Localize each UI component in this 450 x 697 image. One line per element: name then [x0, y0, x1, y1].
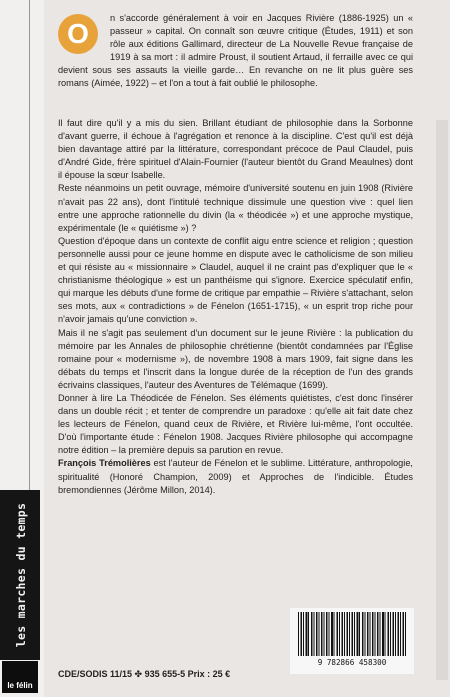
publisher-logo: le félin	[2, 661, 38, 693]
spine-strip	[0, 0, 44, 697]
drop-cap-letter: O	[58, 14, 98, 54]
paragraph-1-text: n s'accorde généralement à voir en Jacques Rivière (1886-1925) un « passeur » capital. On connaît son œuvre critique (Études, 1911) et son rôle aux éditions Gallimard, directeur de La Nouvelle Revue française de 1919 à sa mort : il admire Proust, il soutient Artaud, il ferraille avec ce qui devient sous ses assauts la vieille garde… En revanche on ne lit plus guère ses romans (Aimée, 1922) – et l'on a tout à fait oublié le philosophe.	[58, 13, 413, 89]
blurb	[58, 12, 413, 497]
author-bio	[58, 457, 413, 496]
spine-divider	[29, 0, 30, 490]
paragraph-intro	[58, 12, 413, 117]
paragraph-5: Mais il ne s'agit pas seulement d'un document sur le jeune Rivière : la publication du mémoire par les Annales de philosophie chrétienne (bientôt condamnées par l'Église romaine pour « modernisme »), de novembre 1908 à mars 1909, fait signe dans les débats du temps et l'inscrit dans la longue durée de la réception de l'un des grands écrivains classiques, l'auteur des Aventures de Télémaque (1699).	[58, 327, 413, 390]
series-title: les marches du temps	[14, 502, 28, 648]
barcode-number: 9 782866 458300	[317, 658, 387, 667]
edge-strip	[436, 120, 448, 680]
isbn-barcode	[290, 608, 414, 674]
paragraph-6: Donner à lire La Théodicée de Fénelon. Ses éléments quiétistes, c'est donc l'insérer dans un double récit ; et tenter de comprendre un paradoxe : qu'elle ait fait date chez les lecteurs de Fénelon, quand ceux de Rivière, et Rivière lui-même, l'ont occultée. D'où l'importante étude : Fénelon 1908. Jacques Rivière philosophe qui accompagne notre édition – la première depuis sa parution en revue.	[58, 392, 413, 456]
paragraph-3: Reste néanmoins un petit ouvrage, mémoire d'université soutenu en juin 1908 (Rivière n'avait pas 22 ans), dont l'intitulé technique dissimule une question vive : quel lien entre une approche rationnelle du divin (la « théodicée ») et une approche mystique, expérimentale (le « quiétisme ») ?	[58, 183, 413, 233]
barcode-bars	[298, 612, 406, 656]
paragraph-2: Il faut dire qu'il y a mis du sien. Brillant étudiant de philosophie dans la Sorbonne d'avant guerre, il échoue à l'agrégation et renonce à la discipline. C'est qu'il est déjà bien davantage attiré par la littérature, correspondant précoce de Paul Claudel, puis d'André Gide, frère spirituel d'Alain-Fournier (l'auteur bientôt du Grand Meaulnes) dont il épouse la sœur Isabelle.	[58, 118, 413, 181]
author-bio-text: est l'auteur de Fénelon et le sublime. Littérature, anthropologie, spiritualité (Honoré Champion, 2009) et Approches de l'indicible. Études bremondiennes (Jérôme Millon, 2014).	[58, 458, 413, 495]
series-band	[0, 490, 40, 660]
author-name: François Trémolières	[58, 458, 151, 469]
paragraph-4: Question d'époque dans un contexte de conflit aigu entre science et religion ; question personnelle aussi pour ce jeune homme en dispute avec le catholicisme de son milieu et qui résiste au « missionnaire » Claudel, auquel il ne craint pas d'expliquer que le « christianisme théologique » est un panthéisme qui s'ignore. Exercice spéculatif enfin, qui marque les débuts d'une forme de critique par empathie – Rivière s'attachant, selon ses mots, aux « contradictions » de Fénelon (1651-1715), « un esprit trop riche pour n'avoir jamais qu'une conviction ».	[58, 235, 413, 325]
distribution-price-line: CDE/SODIS 11/15 ✤ 935 655-5 Prix : 25 €	[58, 669, 231, 679]
